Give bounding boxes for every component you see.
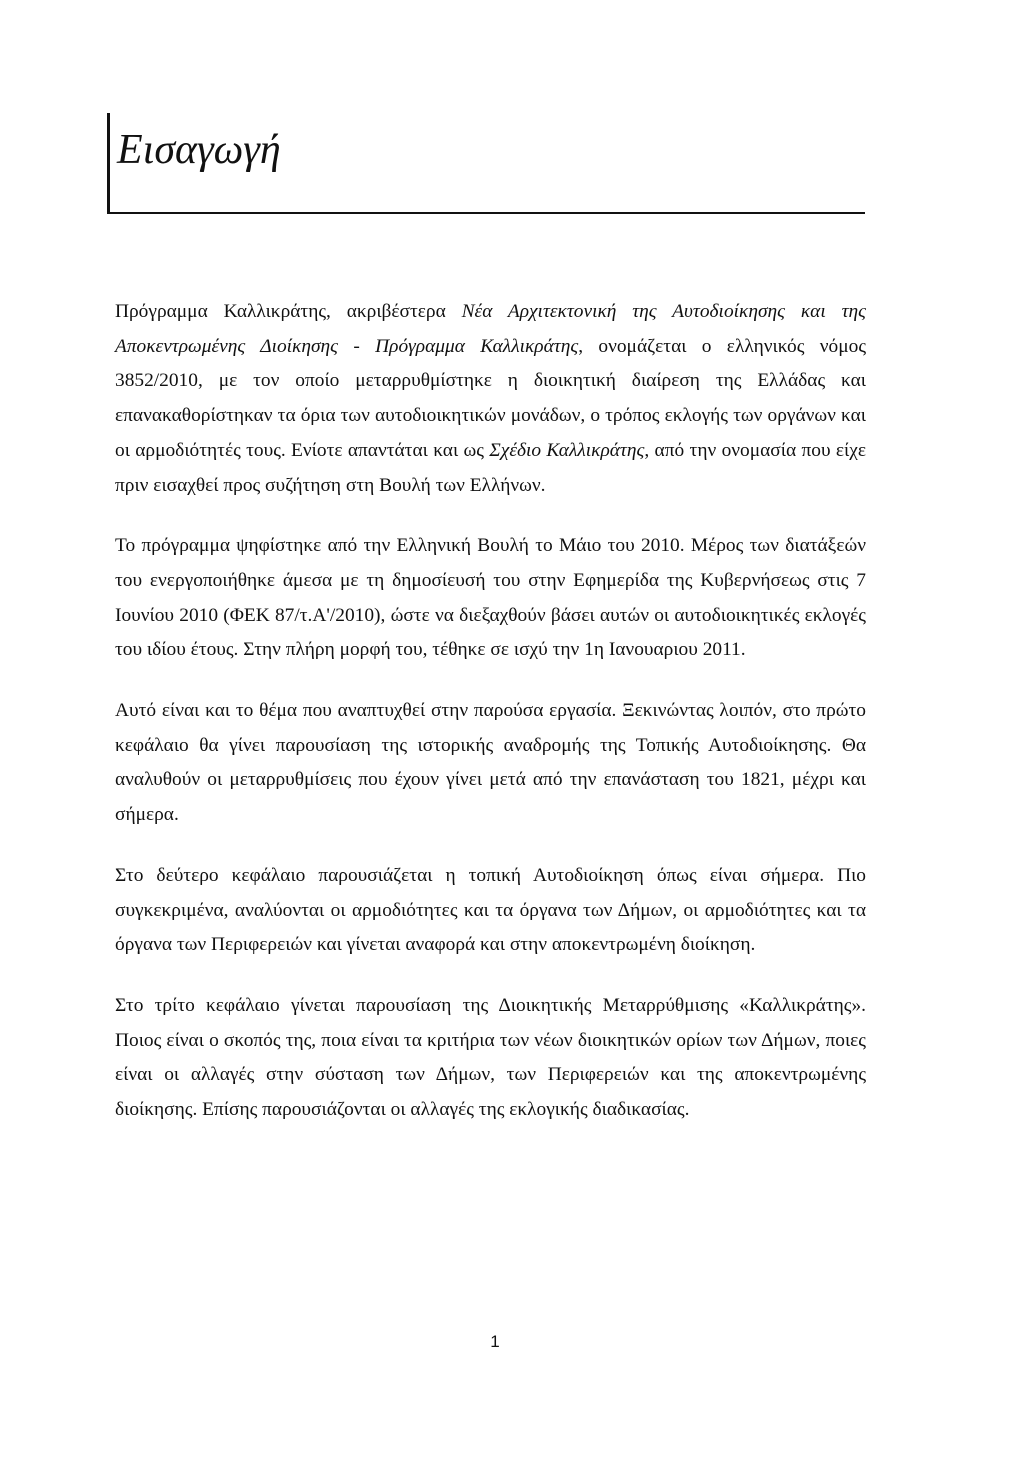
body-text (115, 295, 866, 1154)
paragraph-1-italic-a: Νέα Αρχιτεκτονική της Αυτοδιοίκησης και της Αποκεντρωμένης Διοίκησης - Πρόγραμμα Καλλικράτης (115, 301, 866, 357)
paragraph-1-text-c: , από την ονομασία που είχε πριν εισαχθεί προς συζήτηση στη Βουλή των Ελλήνων. (115, 439, 866, 496)
paragraph-1-text-a: Πρόγραμμα Καλλικράτης, ακριβέστερα (115, 301, 462, 322)
heading-left-rule (107, 113, 110, 214)
paragraph-1-text-b: , ονομάζεται ο ελληνικός νόμος 3852/2010, με τον οποίο μεταρρυθμίστηκε η διοικητική διαίρεση της Ελλάδας και επανακαθορίστηκαν τα όρια των αυτοδιοικητικών μονάδων, ο τρόπος εκλογής των οργάνων και οι αρμοδιότητές τους. Ενίοτε απαντάται και ως (115, 335, 866, 461)
heading-underline-rule (107, 212, 865, 214)
page-number: 1 (490, 1332, 500, 1351)
paragraph-5: Στο τρίτο κεφάλαιο γίνεται παρουσίαση της Διοικητικής Μεταρρύθμισης «Καλλικράτης». Ποιος είναι ο σκοπός της, ποια είναι τα κριτήρια των νέων διοικητικών ορίων των Δήμων, ποιες είναι οι αλλαγές στην σύσταση των Δήμων, των Περιφερειών και της αποκεντρωμένης διοίκησης. Επίσης παρουσιάζονται οι αλλαγές της εκλογικής διαδικασίας. (115, 994, 866, 1121)
paragraph-4: Στο δεύτερο κεφάλαιο παρουσιάζεται η τοπική Αυτοδιοίκηση όπως είναι σήμερα. Πιο συγκεκριμένα, αναλύονται οι αρμοδιότητες και τα όργανα των Δήμων, οι αρμοδιότητες και τα όργανα των Περιφερειών και γίνεται αναφορά και στην αποκεντρωμένη διοίκηση. (115, 864, 866, 956)
paragraph-1-italic-b: Σχέδιο Καλλικράτης (489, 439, 645, 461)
section-heading (107, 113, 865, 214)
paragraph-2: Το πρόγραμμα ψηφίστηκε από την Ελληνική Βουλή το Μάιο του 2010. Μέρος των διατάξεών του ενεργοποιήθηκε άμεσα με τη δημοσίευσή του στην Εφημερίδα της Κυβερνήσεως στις 7 Ιουνίου 2010 (ΦΕΚ 87/τ.Α'/2010), ώστε να διεξαχθούν βάσει αυτών οι αυτοδιοικητικές εκλογές του ιδίου έτους. Στην πλήρη μορφή του, τέθηκε σε ισχύ την 1η Ιανουαριου 2011. (115, 535, 866, 661)
page-title: Εισαγωγή (117, 127, 281, 173)
paragraph-1 (115, 295, 866, 503)
paragraph-3: Αυτό είναι και το θέμα που αναπτυχθεί στην παρούσα εργασία. Ξεκινώντας λοιπόν, στο πρώτο κεφάλαιο θα γίνει παρουσίαση της ιστορικής αναδρομής της Τοπικής Αυτοδιοίκησης. Θα αναλυθούν οι μεταρρυθμίσεις που έχουν γίνει μετά από την επανάσταση του 1821, μέχρι και σήμερα. (115, 700, 866, 826)
